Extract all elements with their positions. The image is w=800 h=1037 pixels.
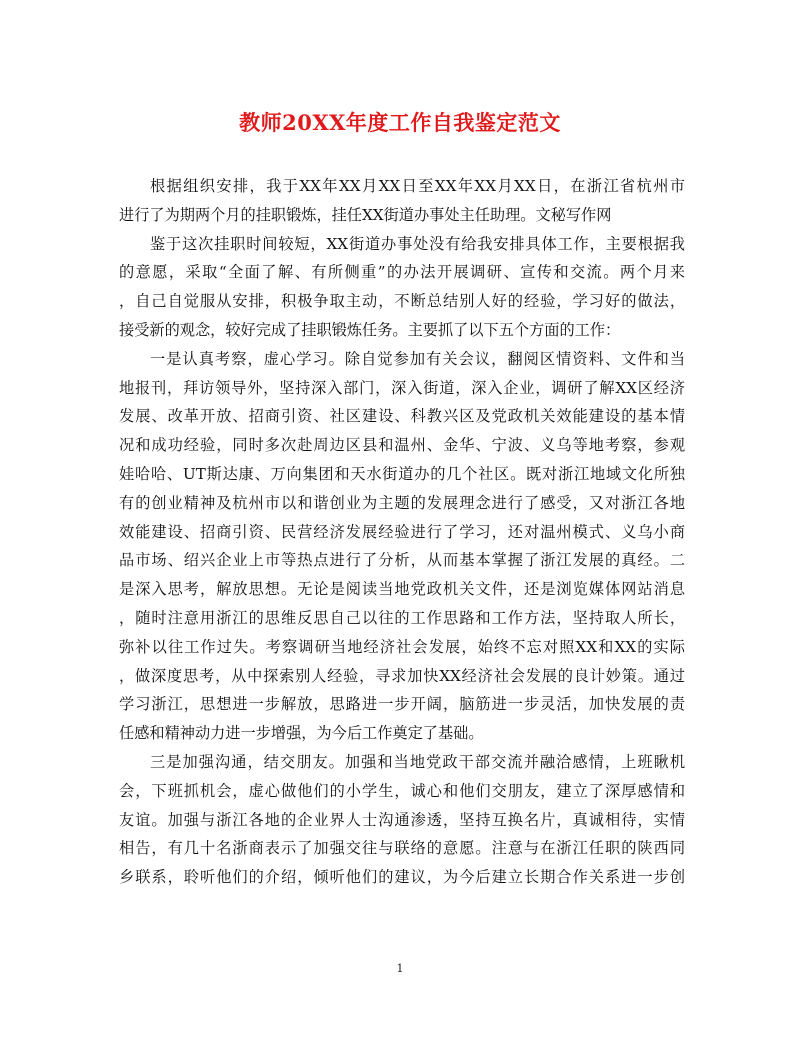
text-line: 一是认真考察，虚心学习。除自觉参加有关会议，翻阅区情资料、文件和当 (150, 349, 685, 368)
paragraph-3 (119, 345, 685, 748)
text-line: 相告，有几十名浙商表示了加强交往与联络的意愿。注意与在浙江任职的陕西同 (119, 839, 685, 858)
text-line: 接受新的观念，较好完成了挂职锻炼任务。主要抓了以下五个方面的工作： (119, 320, 621, 339)
text-line: 发展、改革开放、招商引资、社区建设、科教兴区及党政机关效能建设的基本情 (119, 407, 685, 426)
text-line: 的意愿，采取“全面了解、有所侧重”的办法开展调研、宣传和交流。两个月来 (119, 263, 685, 282)
paragraph-2 (119, 230, 685, 345)
paragraph-4 (119, 748, 685, 892)
text-line: 学习浙江，思想进一步解放，思路进一步开阔，脑筋进一步灵活，加快发展的责 (119, 695, 685, 714)
text-line: 任感和精神动力进一步增强，为今后工作奠定了基础。 (119, 724, 484, 743)
text-line: 会，下班抓机会，虚心做他们的小学生，诚心和他们交朋友，建立了深厚感情和 (119, 781, 685, 800)
text-line: 品市场、绍兴企业上市等热点进行了分析，从而基本掌握了浙江发展的真经。二 (119, 551, 685, 570)
text-line: 鉴于这次挂职时间较短，XX街道办事处没有给我安排具体工作，主要根据我 (150, 234, 685, 253)
text-line: 友谊。加强与浙江各地的企业界人士沟通渗透，坚持互换名片，真诚相待，实情 (119, 810, 685, 829)
text-line: 弥补以往工作过失。考察调研当地经济社会发展，始终不忘对照XX和XX的实际 (119, 637, 685, 656)
text-line: 效能建设、招商引资、民营经济发展经验进行了学习，还对温州模式、义乌小商 (119, 522, 685, 541)
text-line: 乡联系，聆听他们的介绍，倾听他们的建议，为今后建立长期合作关系进一步创 (119, 868, 685, 887)
text-line: 根据组织安排，我于XX年XX月XX日至XX年XX月XX日，在浙江省杭州市 (150, 177, 685, 195)
paragraph-1 (119, 172, 685, 230)
page-number: 1 (396, 962, 404, 975)
document-body (119, 172, 685, 892)
text-line: ，随时注意用浙江的思维反思自己以往的工作思路和工作方法，坚持取人所长， (119, 608, 685, 627)
text-line: 是深入思考，解放思想。无论是阅读当地党政机关文件，还是浏览媒体网站消息 (119, 580, 685, 599)
text-line: ，自己自觉服从安排，积极争取主动，不断总结别人好的经验，学习好的做法， (119, 292, 685, 311)
text-line: 地报刊，拜访领导外，坚持深入部门，深入街道，深入企业，调研了解XX区经济 (119, 378, 685, 397)
document-title: 教师20XX年度工作自我鉴定范文 (239, 110, 561, 135)
text-line: 进行了为期两个月的挂职锻炼，挂任XX街道办事处主任助理。文秘写作网 (119, 205, 612, 224)
text-line: 三是加强沟通，结交朋友。加强和当地党政干部交流并融洽感情，上班瞅机 (150, 752, 685, 771)
text-line: ，做深度思考，从中探索别人经验，寻求加快XX经济社会发展的良计妙策。通过 (119, 666, 685, 685)
text-line: 娃哈哈、UT斯达康、万向集团和天水街道办的几个社区。既对浙江地域文化所独 (119, 464, 685, 483)
text-line: 况和成功经验，同时多次赴周边区县和温州、金华、宁波、义乌等地考察，参观 (119, 436, 685, 455)
text-line: 有的创业精神及杭州市以和谐创业为主题的发展理念进行了感受，又对浙江各地 (119, 493, 685, 512)
